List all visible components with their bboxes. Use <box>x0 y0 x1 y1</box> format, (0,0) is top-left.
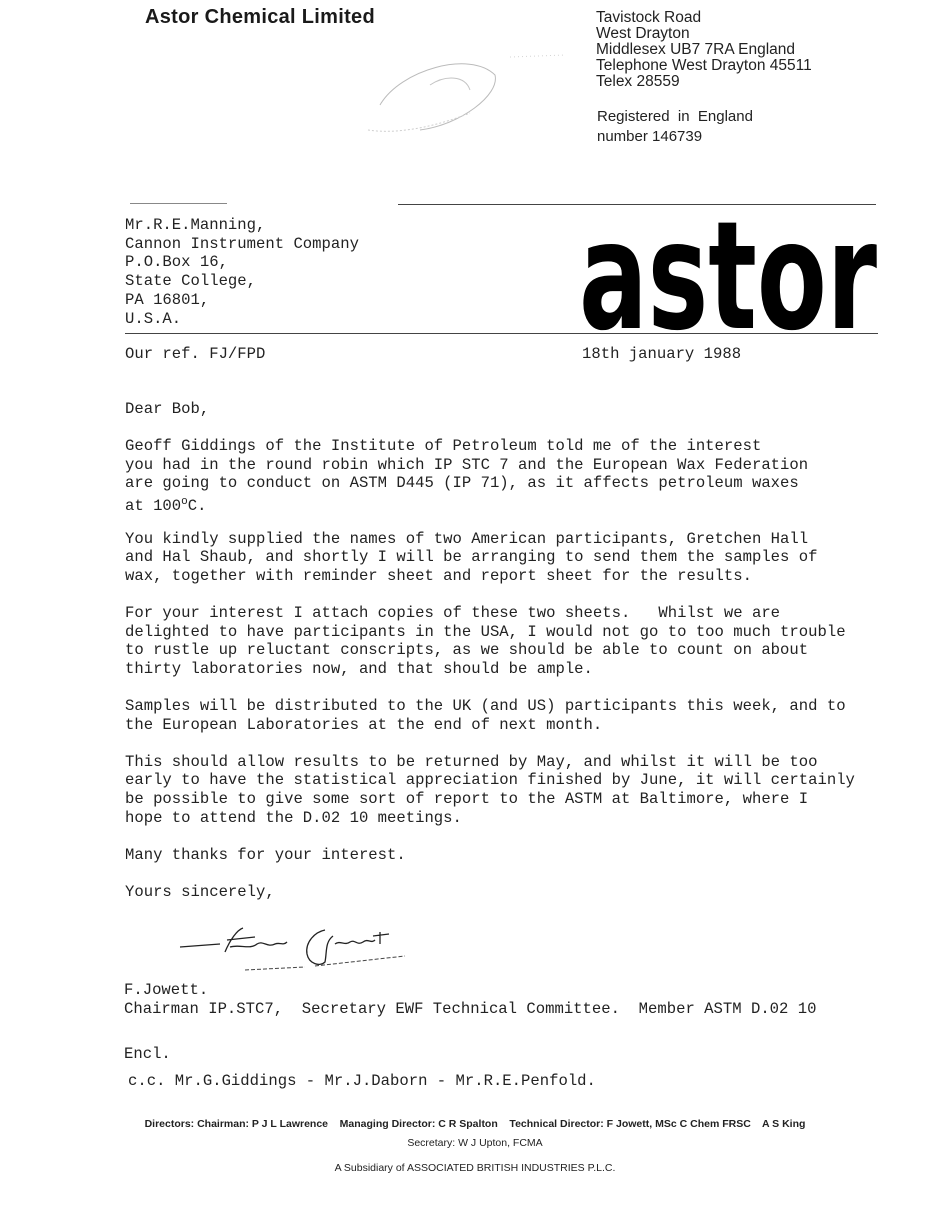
letter-date: 18th january 1988 <box>582 345 742 363</box>
paragraph-line: This should allow results to be returned by May, and whilst it will be too <box>125 752 818 771</box>
recipient-line: PA 16801, <box>125 290 210 309</box>
paragraph-line: the European Laboratories at the end of next month. <box>125 715 603 734</box>
paragraph-line: are going to conduct on ASTM D445 (IP 71), as it affects petroleum waxes <box>125 474 799 493</box>
paragraph-line <box>125 497 206 515</box>
paragraph-line: Samples will be distributed to the UK (and US) participants this week, and to <box>125 697 846 716</box>
enclosure-note: Encl. <box>124 1045 171 1063</box>
recipient-address <box>125 216 359 328</box>
paragraph-line: You kindly supplied the names of two American participants, Gretchen Hall <box>125 529 809 548</box>
astor-logo <box>578 205 878 331</box>
paragraph-line: early to have the statistical appreciation finished by June, it will certainly <box>125 771 855 790</box>
address-line: Tavistock Road <box>596 9 702 26</box>
address-line: Telephone West Drayton 45511 <box>596 57 812 74</box>
received-stamp-mark <box>360 45 570 140</box>
registration-line: number 146739 <box>597 128 703 145</box>
handwritten-signature <box>175 922 415 978</box>
recipient-line: Mr.R.E.Manning, <box>125 216 266 234</box>
closing: Yours sincerely, <box>125 883 275 902</box>
paragraph-line: to rustle up reluctant conscripts, as we should be able to count on about <box>125 641 809 660</box>
registration-line: Registered in England <box>597 108 753 125</box>
paragraph-line: you had in the round robin which IP STC 7 and the European Wax Federation <box>125 455 809 474</box>
text-fragment: at 100 <box>125 497 182 516</box>
divider-line <box>130 203 227 204</box>
paragraph-line: thirty laboratories now, and that should be ample. <box>125 659 593 678</box>
logo-wordmark: astor <box>579 205 878 331</box>
paragraph-line: Geoff Giddings of the Institute of Petroleum told me of the interest <box>125 437 762 456</box>
address-line: West Drayton <box>596 25 690 42</box>
paragraph-line: wax, together with reminder sheet and report sheet for the results. <box>125 566 752 585</box>
paragraph-line: hope to attend the D.02 10 meetings. <box>125 808 462 827</box>
divider-line <box>125 333 878 334</box>
paragraph-line: For your interest I attach copies of these two sheets. Whilst we are <box>125 604 781 623</box>
letter-body <box>125 400 885 920</box>
registration-info <box>597 107 753 147</box>
text-fragment: C. <box>187 497 207 516</box>
carbon-copy-list: c.c. Mr.G.Giddings - Mr.J.Daborn - Mr.R.E.Penfold. <box>128 1072 596 1090</box>
signer-name: F.Jowett. <box>124 981 209 999</box>
address-line: Middlesex UB7 7RA England <box>596 41 796 58</box>
recipient-line: Cannon Instrument Company <box>125 234 359 253</box>
paragraph <box>125 437 885 516</box>
paragraph-line: and Hal Shaub, and shortly I will be arranging to send them the samples of <box>125 548 818 567</box>
paragraph <box>125 530 885 586</box>
recipient-line: P.O.Box 16, <box>125 253 228 272</box>
footer-subsidiary: A Subsidiary of ASSOCIATED BRITISH INDUSTRIES P.L.C. <box>334 1162 616 1174</box>
paragraph-line: delighted to have participants in the USA, I would not go to too much trouble <box>125 622 846 641</box>
company-name: Astor Chemical Limited <box>145 6 375 28</box>
our-reference: Our ref. FJ/FPD <box>125 345 266 363</box>
paragraph <box>125 697 885 734</box>
footer-directors: Directors: Chairman: P J L Lawrence Managing Director: C R Spalton Technical Director: F Jowett, MSc C Chem FRSC A S King <box>144 1118 806 1130</box>
recipient-line: U.S.A. <box>125 309 182 328</box>
paragraph: Many thanks for your interest. <box>125 845 406 864</box>
company-address <box>596 10 812 90</box>
signer-block <box>124 981 816 1018</box>
footer-secretary: Secretary: W J Upton, FCMA <box>407 1137 543 1149</box>
address-line: Telex 28559 <box>596 73 680 90</box>
paragraph-line: be possible to give some sort of report to the ASTM at Baltimore, where I <box>125 790 809 809</box>
recipient-line: State College, <box>125 272 257 291</box>
salutation: Dear Bob, <box>125 400 210 418</box>
paragraph <box>125 604 885 678</box>
paragraph <box>125 753 885 827</box>
signer-titles: Chairman IP.STC7, Secretary EWF Technical Committee. Member ASTM D.02 10 <box>124 999 817 1018</box>
degree-mark: o <box>181 495 188 508</box>
